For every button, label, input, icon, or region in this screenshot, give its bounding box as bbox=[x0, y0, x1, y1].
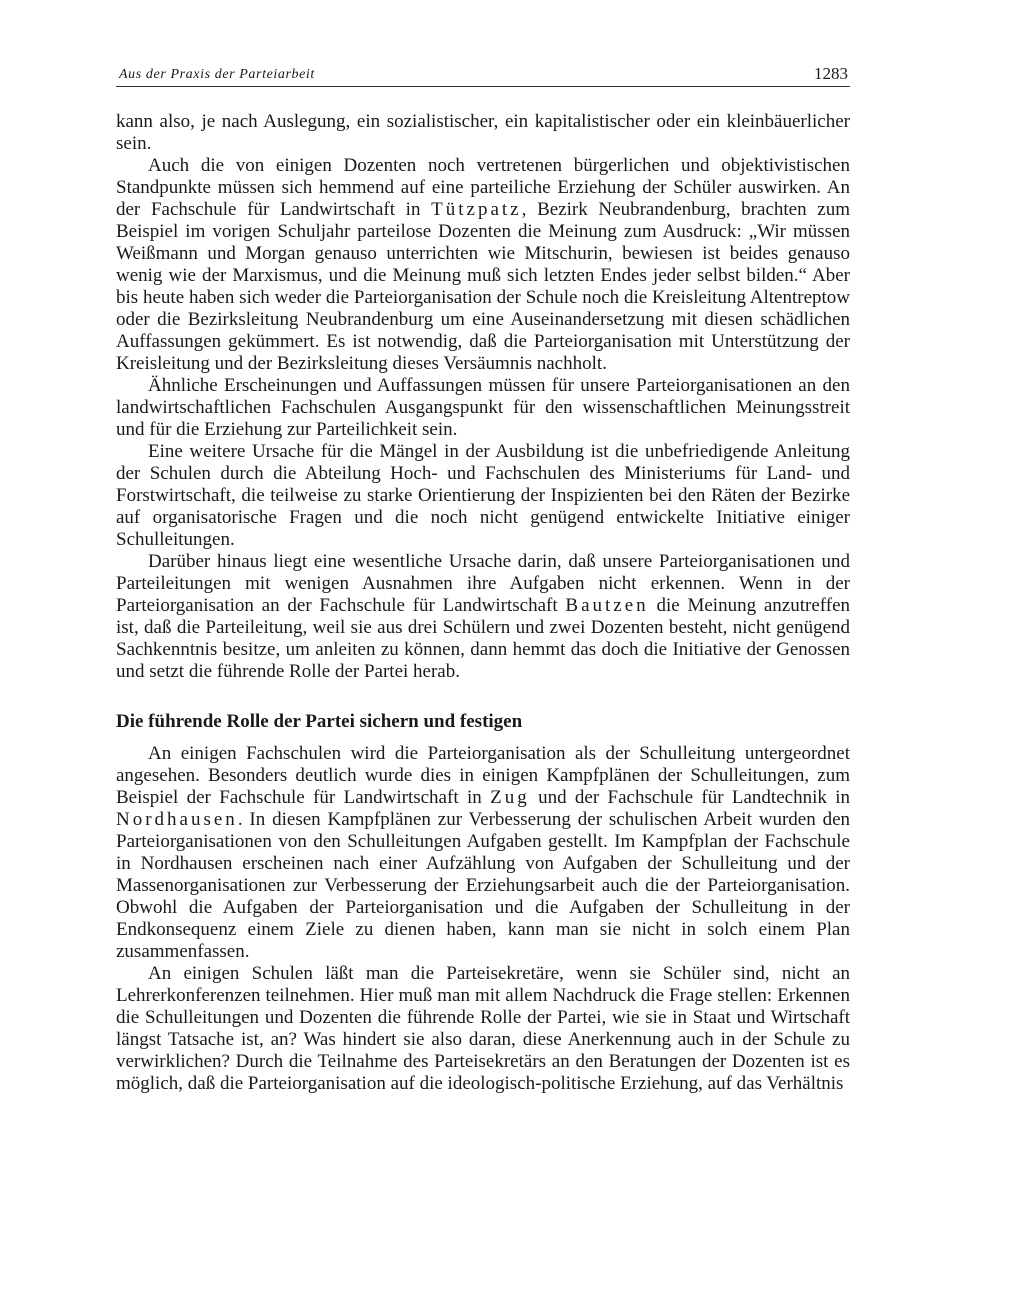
spaced-place-name: Nordhausen bbox=[116, 809, 238, 830]
paragraph: An einigen Fachschulen wird die Parteiorganisation als der Schulleitung untergeordnet angesehen. Besonders deutlich wurde dies in einigen Kampfplänen der Schulleitungen, zum Beispiel der Fachschule für Landwirtschaft in Zug und der Fachschule für Landtechnik in Nordhausen. In diesen Kampfplänen zur Verbesserung der schulischen Arbeit wurden den Parteiorganisationen von den Schulleitungen Aufgaben gestellt. Im Kampfplan der Fachschule in Nordhausen erscheinen nach einer Aufzählung von Aufgaben der Schulleitung und der Massenorganisationen zur Verbesserung der Erziehungsarbeit auch die der Parteiorganisation. Obwohl die Aufgaben der Parteiorganisation und die Aufgaben der Schulleitung in der Endkonsequenz einem Ziele zu dienen haben, kann man sie nicht in solch einem Plan zusammenfassen. bbox=[116, 743, 850, 962]
spaced-place-name: Zug bbox=[490, 787, 530, 808]
section-heading: Die führende Rolle der Partei sichern und festigen bbox=[116, 711, 523, 732]
paragraph: Eine weitere Ursache für die Mängel in der Ausbildung ist die unbefriedigende Anleitung der Schulen durch die Abteilung Hoch- und Fachschulen des Ministeriums für Land- und Forstwirtschaft, die teilweise zu starke Orientierung der Inspizienten bei den Räten der Bezirke auf organisatorische Fragen und die noch nicht genügend entwickelte Initiative einiger Schulleitungen. bbox=[116, 441, 850, 550]
spaced-place-name: Tützpatz bbox=[431, 199, 522, 220]
book-page bbox=[116, 58, 850, 1095]
running-title: Aus der Praxis der Parteiarbeit bbox=[119, 67, 315, 82]
paragraph: Ähnliche Erscheinungen und Auffassungen müssen für unsere Parteiorganisationen an den landwirtschaftlichen Fachschulen Ausgangspunkt für den wissenschaftlichen Meinungsstreit und für die Erziehung zur Parteilichkeit sein. bbox=[116, 375, 850, 440]
paragraph: Auch die von einigen Dozenten noch vertretenen bürgerlichen und objektivistischen Standpunkte müssen sich hemmend auf eine parteiliche Erziehung der Schüler auswirken. An der Fachschule für Landwirtschaft in Tützpatz, Bezirk Neubrandenburg, brachten zum Beispiel im vorigen Schuljahr parteilose Dozenten die Meinung zum Ausdruck: „Wir müssen Weißmann und Morgan genauso unterrichten wie Mitschurin, bewiesen ist beides genauso wenig wie der Marxismus, und die Meinung muß sich letzten Endes jeder selbst bilden.“ Aber bis heute haben sich weder die Parteiorganisation der Schule noch die Kreisleitung Altentreptow oder die Bezirksleitung Neubrandenburg um eine Auseinandersetzung mit diesen schädlichen Auffassungen gekümmert. Es ist notwendig, daß die Parteiorganisation mit Unterstützung der Kreisleitung und der Bezirksleitung dieses Versäumnis nachholt. bbox=[116, 155, 850, 374]
page-number: 1283 bbox=[814, 64, 848, 83]
paragraph: kann also, je nach Auslegung, ein sozialistischer, ein kapitalistischer oder ein kleinbäuerlicher sein. bbox=[116, 111, 850, 154]
spaced-place-name: Bautzen bbox=[565, 595, 649, 616]
paragraph: An einigen Schulen läßt man die Parteisekretäre, wenn sie Schüler sind, nicht an Lehrerkonferenzen teilnehmen. Hier muß man mit allem Nachdruck die Frage stellen: Erkennen die Schulleitungen und Dozenten die führende Rolle der Partei, wie sie in Staat und Wirtschaft längst Tatsache ist, an? Was hindert sie also daran, diese Anerkennung auch in der Schule zu verwirklichen? Durch die Teilnahme des Parteisekretärs an den Beratungen der Dozenten ist es möglich, daß die Parteiorganisation auf die ideologisch-politische Erziehung, auf das Verhältnis bbox=[116, 963, 850, 1094]
paragraph: Darüber hinaus liegt eine wesentliche Ursache darin, daß unsere Parteiorganisationen und Parteileitungen mit wenigen Ausnahmen ihre Aufgaben nicht erkennen. Wenn in der Parteiorganisation an der Fachschule für Landwirtschaft Bautzen die Meinung anzutreffen ist, daß die Parteileitung, weil sie aus drei Schülern und zwei Dozenten besteht, nicht genügend Sachkenntnis besitze, um anleiten zu können, dann hemmt das doch die Initiative der Genossen und setzt die führende Rolle der Partei herab. bbox=[116, 551, 850, 682]
body-text bbox=[116, 111, 850, 1095]
running-head bbox=[116, 58, 850, 87]
